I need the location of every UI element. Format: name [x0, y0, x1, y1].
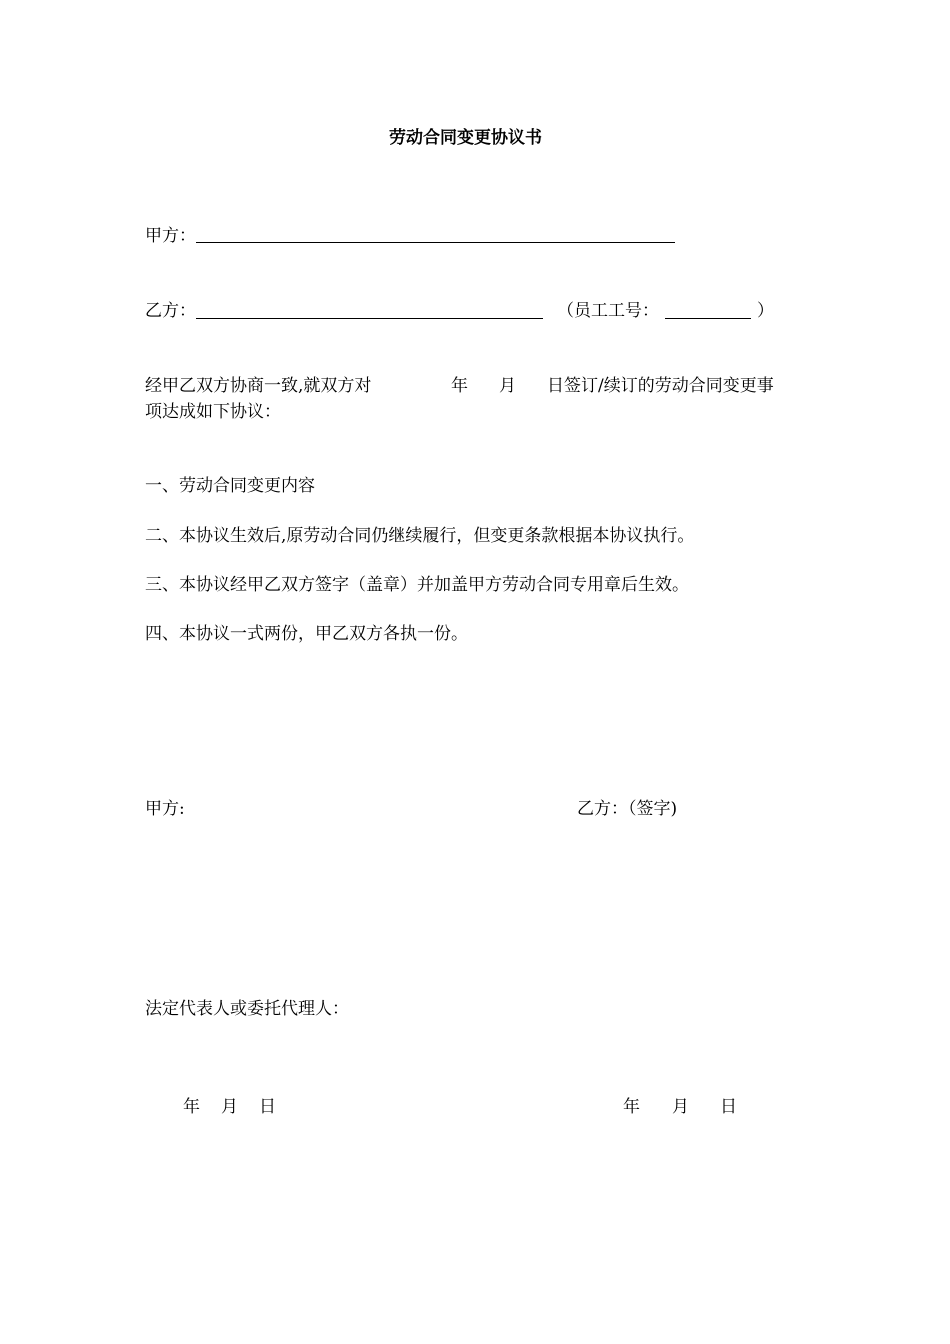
clause-2: 二、本协议生效后,原劳动合同仍继续履行，但变更条款根据本协议执行。: [145, 526, 695, 546]
date-right-day: 日: [720, 1097, 737, 1117]
date-left-day: 日: [259, 1097, 276, 1117]
signature-party-b-label: 乙方：（签字): [577, 799, 678, 819]
clause-1: 一、劳动合同变更内容: [145, 476, 315, 496]
legal-representative-label: 法定代表人或委托代理人：: [145, 999, 349, 1019]
employee-no-close: ）: [757, 301, 774, 321]
employee-no-label: （员工工号：: [557, 301, 659, 321]
party-b-name-field[interactable]: [196, 318, 543, 319]
intro-year: 年: [451, 376, 468, 396]
clause-3: 三、本协议经甲乙双方签字（盖章）并加盖甲方劳动合同专用章后生效。: [145, 575, 689, 595]
document-title: 劳动合同变更协议书: [389, 128, 542, 148]
party-b-label: 乙方：: [145, 301, 196, 321]
intro-text-line2: 项达成如下协议：: [145, 402, 281, 422]
signature-party-a-label: 甲方:: [145, 799, 185, 819]
employee-no-field[interactable]: [665, 318, 751, 319]
date-left-month: 月: [221, 1097, 238, 1117]
date-right-year: 年: [623, 1097, 640, 1117]
intro-month: 月: [499, 376, 516, 396]
party-a-label: 甲方：: [145, 226, 196, 246]
intro-text-part1: 经甲乙双方协商一致,就双方对: [145, 376, 372, 396]
date-left-year: 年: [183, 1097, 200, 1117]
clause-4: 四、本协议一式两份，甲乙双方各执一份。: [145, 624, 468, 644]
party-a-name-field[interactable]: [196, 242, 675, 243]
intro-text-part2: 日签订/续订的劳动合同变更事: [547, 376, 774, 396]
date-right-month: 月: [672, 1097, 689, 1117]
